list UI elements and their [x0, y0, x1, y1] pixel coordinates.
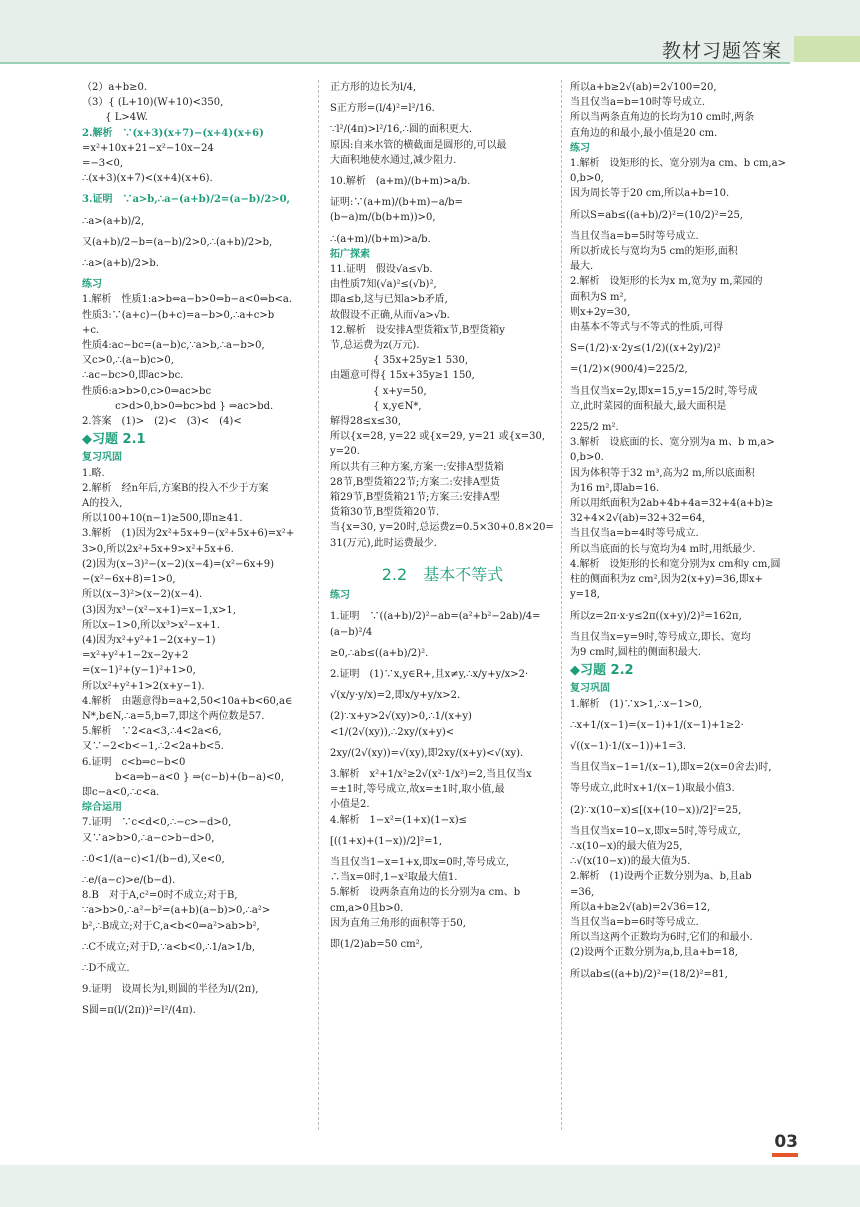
col1-line: c>d>0,b>0⇒bc>bd } ⇒ac>bd.: [82, 400, 274, 412]
col2-line: [((1+x)+(1−x))/2]²=1,: [330, 835, 443, 847]
col1-line: （3）{ (L+10)(W+10)<350,: [82, 97, 224, 109]
col3-line: 当且仅当a=b=4时等号成立.: [570, 528, 699, 540]
col1-line: 即c−a<0,∴c<a.: [82, 786, 160, 798]
column-right: [570, 80, 795, 982]
col3-line: ∴x+1/(x−1)=(x−1)+1/(x−1)+1≥2·: [570, 719, 744, 731]
col1-line: 练习: [82, 279, 102, 291]
col2-line: 2.2 基本不等式: [381, 564, 504, 584]
col2-line: 10.解析 (a+m)/(b+m)>a/b.: [330, 176, 471, 188]
col2-line: 3.解析 x²+1/x²≥2√(x²·1/x²)=2,当且仅当x: [330, 768, 532, 780]
col3-line: 所以ab≤((a+b)/2)²=(18/2)²=81,: [570, 968, 728, 980]
col1-line: S圆=π(l/(2π))²=l²/(4π).: [82, 1005, 196, 1017]
col3-line: 当且仅当a=b=5时等号成立.: [570, 230, 699, 242]
col1-line: （2）a+b≥0.: [82, 82, 148, 93]
col3-line: S=(1/2)·x·2y≤(1/2)((x+2y)/2)²: [570, 343, 721, 355]
col1-line: 5.解析 ∵2<a<3,∴4<2a<6,: [82, 726, 222, 738]
col3-line: 当且仅当a=b=6时等号成立.: [570, 916, 699, 928]
col2-line: 11.证明 假设√a≤√b.: [330, 264, 433, 276]
col2-line: 箱29节,B型货箱21节;方案三:安排A型: [330, 492, 500, 504]
col1-line: 6.证明 c<b⇒c−b<0: [82, 756, 186, 768]
column-middle: [330, 80, 555, 952]
col1-line: 7.证明 ∵c<d<0,∴−c>−d>0,: [82, 817, 232, 829]
col1-line: { L>4W.: [82, 112, 148, 124]
col1-line: 又∵−2<b<−1,∴2<2a+b<5.: [82, 741, 224, 753]
col3-line: 当且仅当x=10−x,即x=5时,等号成立,: [570, 825, 741, 837]
col1-line: ∴C不成立;对于D,∵a<b<0,∴1/a>1/b,: [82, 941, 255, 953]
col1-line: 复习巩固: [82, 452, 122, 464]
col2-line: 拓广探索: [330, 248, 370, 260]
col1-line: 9.证明 设周长为l,则圆的半径为l/(2π),: [82, 984, 259, 996]
col1-line: 所以x²+y²+1>2(x+y−1).: [82, 680, 205, 692]
col3-line: 所以z=2π·x·y≤2π((x+y)/2)²=162π,: [570, 610, 742, 622]
col1-line: 3>0,所以2x²+5x+9>x²+5x+6.: [82, 543, 234, 555]
col1-line: ∴0<1/(a−c)<1/(b−d),又e<0,: [82, 853, 225, 865]
col1-line: (3)因为x³−(x²−x+1)=x−1,x>1,: [82, 604, 236, 616]
col1-line: 1.略.: [82, 467, 105, 479]
col2-line: 即a≤b,这与已知a>b矛盾,: [330, 294, 448, 306]
col1-line: A的投入,: [82, 498, 123, 510]
col3-line: 因为周长等于20 cm,所以a+b=10.: [570, 188, 730, 200]
col1-line: (4)因为x²+y²+1−2(x+y−1): [82, 634, 216, 646]
col3-line: ∴x(10−x)的最大值为25,: [570, 840, 683, 852]
col3-line: =36,: [570, 886, 595, 898]
col2-line: ≥0,∴ab≤((a+b)/2)².: [330, 647, 429, 659]
col2-line: 所以共有三种方案,方案一:安排A型货箱: [330, 461, 504, 473]
col1-line: 又(a+b)/2−b=(a−b)/2>0,∴(a+b)/2>b,: [82, 236, 273, 248]
col1-line: 3.解析 (1)因为2x²+5x+9−(x²+5x+6)=x²+: [82, 528, 295, 540]
col1-line: 综合运用: [82, 802, 122, 814]
col1-line: 2.解析 ∵(x+3)(x+7)−(x+4)(x+6): [82, 127, 264, 139]
col1-line: 2.解析 经n年后,方案B的投入不少于方案: [82, 482, 269, 494]
column-divider-1: [318, 80, 319, 1130]
col1-line: −(x²−6x+8)=1>0,: [82, 574, 176, 586]
col3-line: 所以用纸面积为2ab+4b+4a=32+4(a+b)≥: [570, 498, 774, 510]
col3-line: ∴√(x(10−x))的最大值为5.: [570, 856, 691, 868]
column-divider-2: [561, 80, 562, 1130]
col2-line: 当且仅当1−x=1+x,即x=0时,等号成立,: [330, 856, 510, 868]
col1-line: 又c>0,∴(a−b)c>0,: [82, 355, 174, 367]
page-footer-band: [0, 1165, 860, 1207]
col2-line: S正方形=(l/4)²=l²/16.: [330, 103, 435, 115]
col3-line: 所以a+b≥2√(ab)=2√36=12,: [570, 901, 711, 913]
col1-line: =(x−1)²+(y−1)²+1>0,: [82, 665, 196, 677]
col3-line: 1.解析 设矩形的长、宽分别为a cm、b cm,a>: [570, 158, 786, 170]
col2-line: { 35x+25y≥1 530,: [330, 355, 469, 367]
col2-line: 2.证明 (1)∵x,y∈R+,且x≠y,∴x/y+y/x>2·: [330, 668, 529, 680]
page-header: [0, 0, 860, 62]
col3-line: 为16 m²,即ab=16.: [570, 482, 660, 494]
col3-line: 所以S=ab≤((a+b)/2)²=(10/2)²=25,: [570, 209, 743, 221]
col2-line: ∵l²/(4π)>l²/16,∴圆的面积更大.: [330, 124, 473, 136]
col1-line: 所以100+10(n−1)≥500,即n≥41.: [82, 513, 243, 525]
col1-line: =−3<0,: [82, 158, 124, 170]
page-number-underline: [772, 1153, 798, 1157]
col1-line: b²,∴B成立;对于C,a<b<0⇒a²>ab>b²,: [82, 920, 260, 932]
col3-line: 2.解析 (1)设两个正数分别为a、b,且ab: [570, 871, 752, 883]
col3-line: y=18,: [570, 589, 600, 601]
col1-line: N*,b∈N,∴a=5,b=7,即这个两位数是57.: [82, 710, 265, 722]
col3-line: 当且仅当x−1=1/(x−1),即x=2(x=0舍去)时,: [570, 762, 772, 774]
col1-line: +c.: [82, 324, 100, 336]
col3-line: 面积为S m²,: [570, 291, 627, 303]
col2-line: 当{x=30, y=20时,总运费z=0.5×30+0.8×20=: [330, 522, 554, 534]
col1-line: ◆习题 2.1: [82, 432, 146, 448]
col3-line: 当且仅当x=y=9时,等号成立,即长、宽均: [570, 631, 751, 643]
col1-line: 性质3:∵(a+c)−(b+c)=a−b>0,∴a+c>b: [82, 309, 275, 321]
col2-line: { x,y∈N*,: [330, 400, 422, 412]
col1-line: 又∵a>b>0,∴a−c>b−d>0,: [82, 832, 215, 844]
col1-line: =x²+10x+21−x²−10x−24: [82, 142, 214, 154]
col2-line: (2)∵x+y>2√(xy)>0,∴1/(x+y)<1/(2√(xy)),∴2xy/(x+y)<: [330, 711, 472, 738]
col1-line: =x²+y²+1−2x−2y+2: [82, 650, 189, 662]
header-title: 教材习题答案: [661, 40, 782, 62]
col2-line: 5.解析 设两条直角边的长分别为a cm、b: [330, 887, 521, 899]
col1-line: b<a⇒b−a<0 } ⇒(c−b)+(b−a)<0,: [82, 771, 284, 783]
col3-line: =(1/2)×(900/4)=225/2,: [570, 364, 688, 376]
col2-line: 练习: [330, 590, 350, 602]
col2-line: 原因:自来水管的横截面是圆形的,可以最: [330, 139, 507, 151]
column-left: [82, 80, 307, 1019]
page-number: 03: [774, 1132, 798, 1152]
col2-line: cm,a>0且b>0.: [330, 902, 404, 914]
col3-line: 所以a+b≥2√(ab)=2√100=20,: [570, 82, 717, 93]
col2-line: ∴(a+m)/(b+m)>a/b.: [330, 233, 431, 245]
col3-line: 32+4×2√(ab)=32+32=64,: [570, 513, 706, 525]
col1-line: 所以x−1>0,所以x³>x²−x+1.: [82, 619, 220, 631]
col1-line: ∴ac−bc>0,即ac>bc.: [82, 370, 184, 382]
col2-line: 解得28≤x≤30,: [330, 416, 402, 428]
col1-line: 所以(x−3)²>(x−2)(x−4).: [82, 589, 203, 601]
col1-line: ∵a>b>0,∴a²−b²=(a+b)(a−b)>0,∴a²>: [82, 905, 271, 917]
col2-line: =±1时,等号成立,故x=±1时,取小值,最: [330, 784, 505, 796]
col3-line: 4.解析 设矩形的长和宽分别为x cm和y cm,圆: [570, 558, 781, 570]
col2-line: 4.解析 1−x²=(1+x)(1−x)≤: [330, 814, 468, 826]
col1-line: ∴a>(a+b)/2,: [82, 215, 145, 227]
col2-line: 所以{x=28, y=22 或{x=29, y=21 或{x=30, y=20.: [330, 431, 549, 458]
col2-line: 小值是2.: [330, 799, 370, 811]
col2-line: √(x/y·y/x)=2,即x/y+y/x>2.: [330, 690, 461, 702]
col2-line: 节,总运费为z(万元).: [330, 340, 420, 352]
col2-line: 31(万元),此时运费最少.: [330, 537, 437, 549]
col3-line: 练习: [570, 142, 590, 154]
col2-line: ∴当x=0时,1−x²取最大值1.: [330, 872, 458, 884]
header-accent-block: [794, 36, 860, 62]
col2-line: 2xy/(2√(xy))=√(xy),即2xy/(x+y)<√(xy).: [330, 747, 524, 759]
col3-line: (2)设两个正数分别为a,b,且a+b=18,: [570, 947, 738, 959]
col3-line: 柱的侧面积为z cm²,因为2(x+y)=36,即x+: [570, 574, 763, 586]
col1-line: ∴a>(a+b)/2>b.: [82, 258, 159, 270]
col2-line: 因为直角三角形的面积等于50,: [330, 917, 466, 929]
col3-line: 1.解析 (1)∵x>1,∴x−1>0,: [570, 698, 702, 710]
col1-line: ∴(x+3)(x+7)<(x+4)(x+6).: [82, 173, 213, 185]
col3-line: 则x+2y=30,: [570, 306, 631, 318]
col3-line: 0,b>0.: [570, 452, 604, 464]
col2-line: 货箱30节,B型货箱20节.: [330, 507, 440, 519]
col2-line: 由性质7知(√a)²≤(√b)²,: [330, 279, 437, 291]
col2-line: 12.解析 设安排A型货箱x节,B型货箱y: [330, 324, 505, 336]
col3-line: 等号成立,此时x+1/(x−1)取最小值3.: [570, 783, 735, 795]
col2-line: 1.证明 ∵((a+b)/2)²−ab=(a²+b²−2ab)/4=(a−b)²/4: [330, 611, 541, 638]
col2-line: 正方形的边长为l/4,: [330, 82, 417, 93]
col3-line: 3.解析 设底面的长、宽分别为a m、b m,a>: [570, 437, 775, 449]
col1-line: (2)因为(x−3)²−(x−2)(x−4)=(x²−6x+9): [82, 558, 275, 570]
col1-line: ∴D不成立.: [82, 962, 130, 974]
col1-line: ∴e/(a−c)>e/(b−d).: [82, 874, 176, 886]
col3-line: 所以当两条直角边的长均为10 cm时,两条: [570, 112, 755, 124]
col1-line: 性质4:ac−bc=(a−b)c,∵a>b,∴a−b>0,: [82, 340, 265, 352]
col3-line: 2.解析 设矩形的长为x m,宽为y m,菜园的: [570, 276, 763, 288]
col2-line: 由题意可得{ 15x+35y≥1 150,: [330, 370, 475, 382]
col3-line: 复习巩固: [570, 683, 610, 695]
col3-line: 当且仅当a=b=10时等号成立.: [570, 97, 706, 109]
col3-line: 所以当底面的长与宽均为4 m时,用纸最少.: [570, 543, 756, 555]
col3-line: 所以当这两个正数均为6时,它们的和最小.: [570, 932, 753, 944]
col3-line: 所以折成长与宽均为5 cm的矩形,面积: [570, 246, 738, 258]
col1-line: 2.答案 (1)> (2)< (3)< (4)<: [82, 416, 242, 428]
col2-line: 大面积地使水通过,减少阻力.: [330, 154, 457, 166]
col1-line: 4.解析 由题意得b=a+2,50<10a+b<60,a∈: [82, 695, 293, 707]
col3-line: (2)∵x(10−x)≤[(x+(10−x))/2]²=25,: [570, 804, 742, 816]
header-divider: [0, 62, 790, 64]
col2-line: 28节,B型货箱22节;方案二:安排A型货: [330, 476, 500, 488]
col1-line: 性质6:a>b>0,c>0⇒ac>bc: [82, 385, 212, 397]
col3-line: 立,此时菜园的面积最大,最大面积是: [570, 400, 727, 412]
col3-line: 为9 cm时,圆柱的侧面积最大.: [570, 646, 701, 658]
col3-line: 因为体积等于32 m³,高为2 m,所以底面积: [570, 467, 755, 479]
col3-line: √((x−1)·1/(x−1))+1=3.: [570, 740, 687, 752]
col3-line: 当且仅当x=2y,即x=15,y=15/2时,等号成: [570, 385, 758, 397]
col2-line: { x+y=50,: [330, 385, 427, 397]
col2-line: 证明:∵(a+m)/(b+m)−a/b=(b−a)m/(b(b+m))>0,: [330, 197, 463, 224]
col3-line: 直角边的和最小,最小值是20 cm.: [570, 127, 718, 139]
col3-line: 225/2 m².: [570, 422, 619, 434]
col1-line: 3.证明 ∵a>b,∴a−(a+b)/2=(a−b)/2>0,: [82, 194, 291, 206]
col1-line: 8.B 对于A,c²=0时不成立;对于B,: [82, 890, 238, 902]
col3-line: 最大.: [570, 261, 594, 273]
col2-line: 故假设不正确,从而√a>√b.: [330, 309, 450, 321]
col3-line: 由基本不等式与不等式的性质,可得: [570, 322, 724, 334]
col3-line: ◆习题 2.2: [570, 663, 634, 679]
col3-line: 0,b>0,: [570, 173, 604, 185]
col1-line: 1.解析 性质1:a>b⇔a−b>0⇔b−a<0⇔b<a.: [82, 294, 293, 306]
col2-line: 即(1/2)ab=50 cm²,: [330, 938, 423, 950]
